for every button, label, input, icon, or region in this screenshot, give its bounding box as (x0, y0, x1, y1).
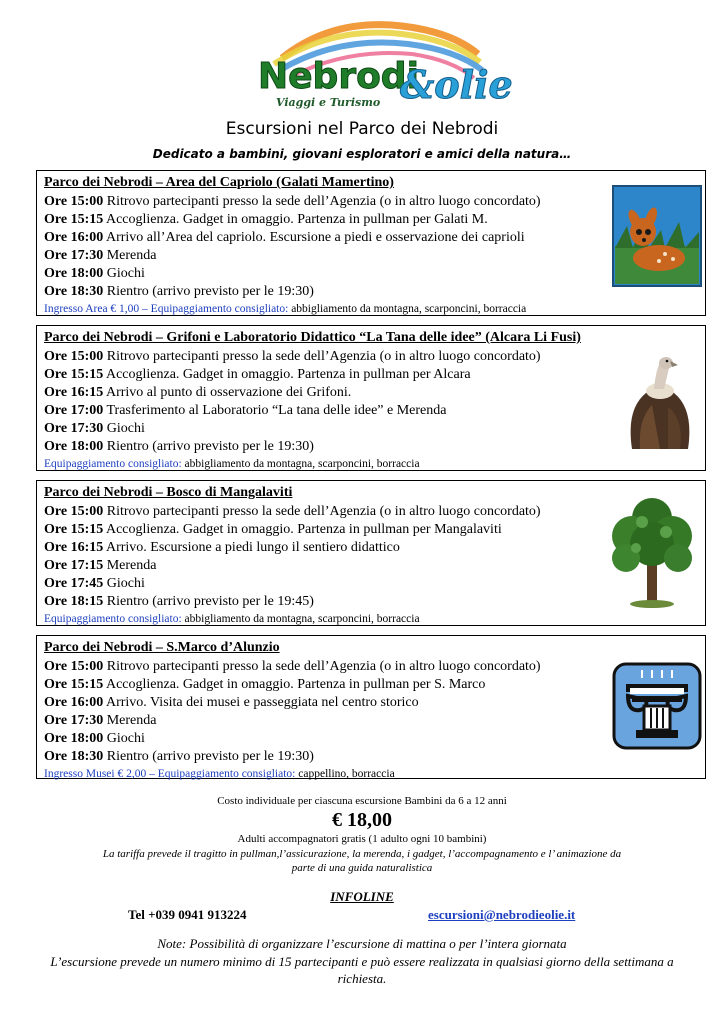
equipment-info: Ingresso Musei € 2,00 – Equipaggiamento consigliato: cappellino, borraccia (44, 768, 395, 780)
tree-image (606, 492, 698, 610)
logo-brand-text-2: &olie (400, 62, 513, 107)
schedule-row: Ore 18:30 Rientro (arrivo previsto per le 19:30) (44, 749, 314, 764)
logo-brand-text: Nebrodi (258, 56, 419, 97)
schedule-row: Ore 17:00 Trasferimento al Laboratorio “La tana delle idee” e Merenda (44, 403, 447, 418)
equipment-info: Equipaggiamento consigliato: abbigliamento da montagna, scarponcini, borraccia (44, 613, 420, 625)
schedule-row: Ore 15:15 Accoglienza. Gadget in omaggio. Partenza in pullman per Mangalaviti (44, 522, 502, 537)
schedule-row: Ore 15:15 Accoglienza. Gadget in omaggio. Partenza in pullman per Alcara (44, 367, 471, 382)
note-line-2: L’escursione prevede un numero minimo di 15 partecipanti e può essere realizzata in qualsiasi giorno della settimana a richiesta. (50, 954, 674, 986)
equipment-info: Equipaggiamento consigliato: abbigliamento da montagna, scarponcini, borraccia (44, 458, 420, 470)
page-subtitle: Dedicato a bambini, giovani esploratori e amici della natura… (152, 147, 572, 161)
schedule-row: Ore 18:00 Giochi (44, 731, 145, 746)
excursion-box-capriolo (36, 170, 706, 316)
page-title: Escursioni nel Parco dei Nebrodi (225, 119, 499, 139)
schedule-row: Ore 15:00 Ritrovo partecipanti presso la sede dell’Agenzia (o in altro luogo concordato) (44, 349, 541, 364)
excursion-box-smarco (36, 635, 706, 779)
museum-column-icon (612, 662, 702, 750)
schedule-row: Ore 15:00 Ritrovo partecipanti presso la sede dell’Agenzia (o in altro luogo concordato) (44, 504, 541, 519)
schedule-row: Ore 18:30 Rientro (arrivo previsto per le 19:30) (44, 284, 314, 299)
schedule-row: Ore 15:00 Ritrovo partecipanti presso la sede dell’Agenzia (o in altro luogo concordato) (44, 659, 541, 674)
phone-number: Tel +039 0941 913224 (128, 907, 247, 922)
schedule-row: Ore 16:15 Arrivo al punto di osservazione dei Grifoni. (44, 385, 352, 400)
schedule-row: Ore 17:15 Merenda (44, 558, 157, 573)
schedule-row: Ore 17:30 Merenda (44, 248, 157, 263)
price: € 18,00 (332, 809, 392, 831)
schedule-row: Ore 18:15 Rientro (arrivo previsto per le 19:45) (44, 594, 314, 609)
schedule-row: Ore 16:00 Arrivo all’Area del capriolo. Escursione a piedi e osservazione dei caprioli (44, 230, 525, 245)
excursion-heading: Parco dei Nebrodi – Grifoni e Laboratorio Didattico “La Tana delle idee” (Alcara Li Fusi) (44, 330, 581, 345)
schedule-row: Ore 18:00 Rientro (arrivo previsto per le 19:30) (44, 439, 314, 454)
infoline-title: INFOLINE (330, 889, 394, 904)
schedule-row: Ore 18:00 Giochi (44, 266, 145, 281)
schedule-row: Ore 17:30 Giochi (44, 421, 145, 436)
excursion-box-grifoni (36, 325, 706, 471)
excursion-heading: Parco dei Nebrodi – Bosco di Mangalaviti (44, 485, 293, 500)
nebrodi-eolie-logo (252, 18, 513, 114)
equipment-info: Ingresso Area € 1,00 – Equipaggiamento consigliato: abbigliamento da montagna, scarponcini, borraccia (44, 303, 527, 315)
note-line-1: Note: Possibilità di organizzare l’escursione di mattina o per l’intera giornata (157, 936, 567, 951)
schedule-row: Ore 17:30 Merenda (44, 713, 157, 728)
logo-tagline: Viaggi e Turismo (276, 96, 381, 109)
vulture-image (620, 349, 700, 451)
schedule-row: Ore 15:15 Accoglienza. Gadget in omaggio. Partenza in pullman per Galati M. (44, 212, 488, 227)
schedule-row: Ore 15:00 Ritrovo partecipanti presso la sede dell’Agenzia (o in altro luogo concordato) (44, 194, 541, 209)
schedule-row: Ore 17:45 Giochi (44, 576, 145, 591)
deer-cartoon-image (613, 186, 701, 286)
excursion-heading: Parco dei Nebrodi – S.Marco d’Alunzio (44, 640, 280, 655)
schedule-row: Ore 15:15 Accoglienza. Gadget in omaggio. Partenza in pullman per S. Marco (44, 677, 486, 692)
tariff-includes-note: La tariffa prevede il tragitto in pullman,l’assicurazione, la merenda, i gadget, l’accompagnamento e l’ animazione da parte di una guida naturalistica (102, 848, 622, 874)
schedule-row: Ore 16:00 Arrivo. Visita dei musei e passeggiata nel centro storico (44, 695, 419, 710)
excursion-heading: Parco dei Nebrodi – Area del Capriolo (Galati Mamertino) (44, 175, 394, 190)
adults-free-note: Adulti accompagnatori gratis (1 adulto ogni 10 bambini) (237, 833, 487, 845)
schedule-row: Ore 16:15 Arrivo. Escursione a piedi lungo il sentiero didattico (44, 540, 400, 555)
cost-line: Costo individuale per ciascuna escursione Bambini da 6 a 12 anni (217, 795, 507, 807)
email-link[interactable]: escursioni@nebrodieolie.it (428, 907, 576, 922)
